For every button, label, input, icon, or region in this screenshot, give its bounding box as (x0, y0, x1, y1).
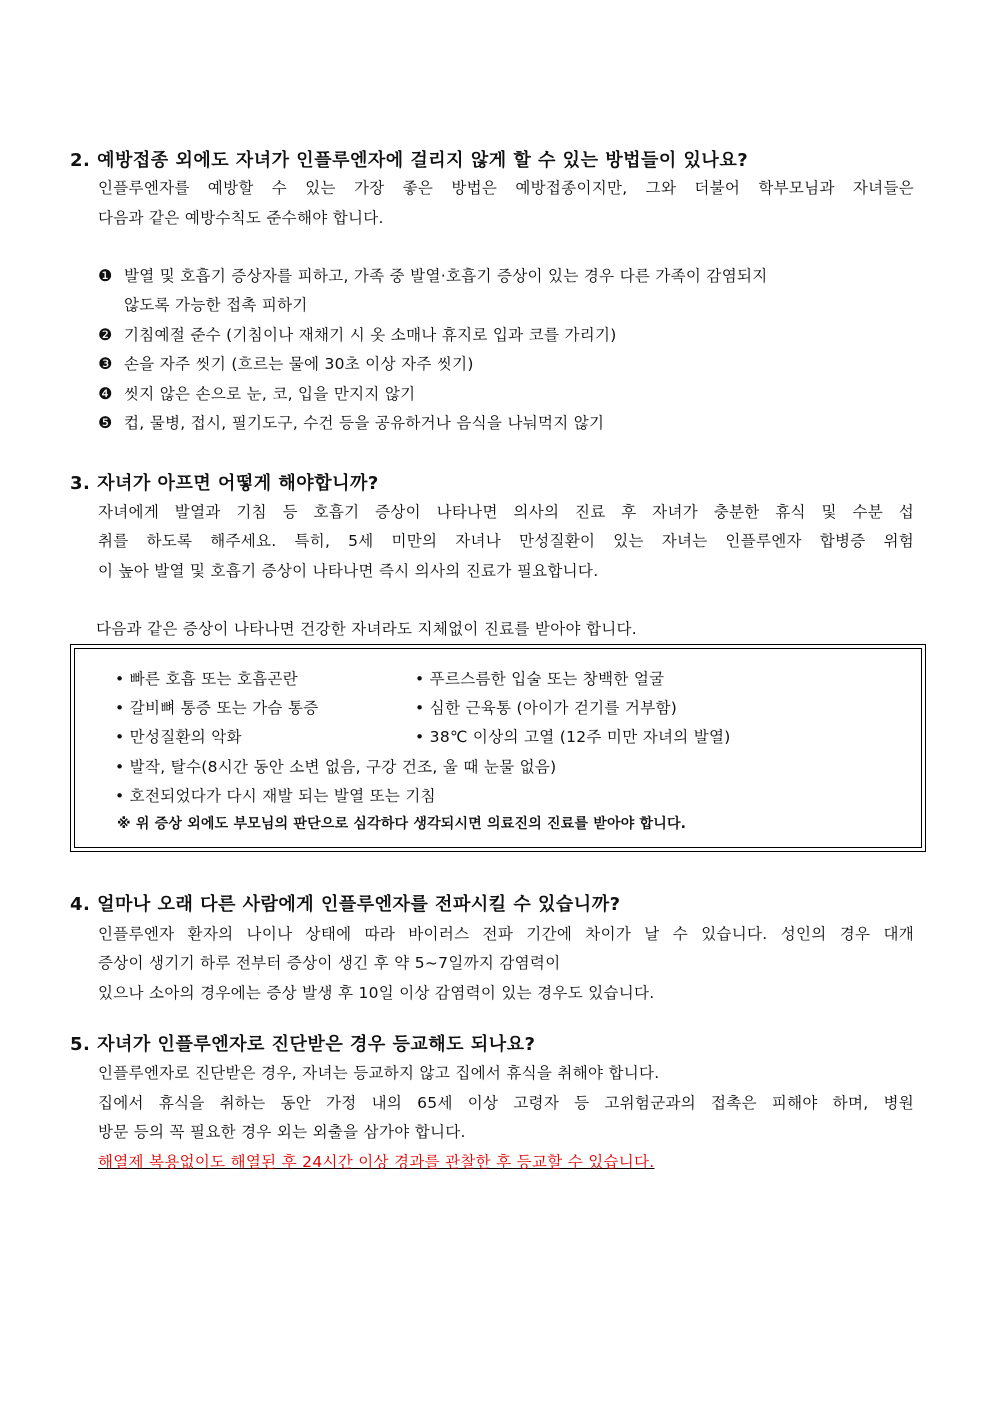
tip-marker: ❹ (98, 384, 113, 403)
symptom-item: • 푸르스름한 입술 또는 창백한 얼굴 (415, 670, 665, 688)
tip-5 (98, 411, 604, 433)
tip-1 (98, 264, 914, 286)
section-2-intro-line-1: 인플루엔자를 예방할 수 있는 가장 좋은 방법은 예방접종이지만, 그와 더불어 학부모님과 자녀들은 (98, 179, 914, 197)
section-5-line-3: 방문 등의 꼭 필요한 경우 외는 외출을 삼가야 합니다. (98, 1123, 466, 1141)
section-3-lead: 다음과 같은 증상이 나타나면 건강한 자녀라도 지체없이 진료를 받아야 합니다. (96, 620, 638, 638)
section-4-heading: 4. 얼마나 오래 다른 사람에게 인플루엔자를 전파시킬 수 있습니까? (70, 894, 621, 915)
tip-marker: ❷ (98, 325, 113, 344)
section-5-heading: 5. 자녀가 인플루엔자로 진단받은 경우 등교해도 되나요? (70, 1034, 536, 1055)
tip-text: 기침예절 준수 (기침이나 재채기 시 옷 소매나 휴지로 입과 코를 가리기) (124, 326, 617, 344)
tip-3 (98, 352, 474, 374)
section-3-heading: 3. 자녀가 아프면 어떻게 해야합니까? (70, 473, 379, 494)
symptom-item: • 만성질환의 악화 (115, 728, 242, 746)
tip-text: 씻지 않은 손으로 눈, 코, 입을 만지지 않기 (124, 385, 416, 403)
tip-marker: ❶ (98, 266, 113, 285)
tip-text: 컵, 물병, 접시, 필기도구, 수건 등을 공유하거나 음식을 나눠먹지 않기 (124, 414, 605, 432)
symptom-item: • 갈비뼈 통증 또는 가슴 통증 (115, 699, 319, 717)
symptom-item: • 심한 근육통 (아이가 걷기를 거부함) (415, 699, 678, 717)
symptom-note: ※ 위 증상 외에도 부모님의 판단으로 심각하다 생각되시면 의료진의 진료를 받아야 합니다. (117, 816, 687, 832)
tip-1-continued: 않도록 가능한 접촉 피하기 (124, 296, 308, 314)
symptom-box (74, 648, 922, 848)
tip-marker: ❺ (98, 413, 113, 432)
section-4-line-3: 있으나 소아의 경우에는 증상 발생 후 10일 이상 감염력이 있는 경우도 있습니다. (98, 984, 655, 1002)
section-2-intro-line-2: 다음과 같은 예방수칙도 준수해야 합니다. (98, 209, 384, 227)
tip-marker: ❸ (98, 354, 113, 373)
symptom-item: • 38℃ 이상의 고열 (12주 미만 자녀의 발열) (415, 728, 731, 746)
section-4-line-1: 인플루엔자 환자의 나이나 상태에 따라 바이러스 전파 기간에 차이가 날 수 있습니다. 성인의 경우 대개 (98, 925, 914, 943)
section-5-line-2: 집에서 휴식을 취하는 동안 가정 내의 65세 이상 고령자 등 고위험군과의 접촉은 피해야 하며, 병원 (98, 1094, 914, 1112)
section-5-line-1: 인플루엔자로 진단받은 경우, 자녀는 등교하지 않고 집에서 휴식을 취해야 합니다. (98, 1064, 660, 1082)
tip-2 (98, 323, 617, 345)
section-3-para-line-1: 자녀에게 발열과 기침 등 호흡기 증상이 나타나면 의사의 진료 후 자녀가 충분한 휴식 및 수분 섭 (98, 503, 914, 521)
section-5-highlight: 해열제 복용없이도 해열된 후 24시간 이상 경과를 관찰한 후 등교할 수 있습니다. (98, 1153, 655, 1171)
section-3-para-line-2: 취를 하도록 해주세요. 특히, 5세 미만의 자녀나 만성질환이 있는 자녀는 인플루엔자 합병증 위험 (98, 532, 914, 550)
symptom-item: • 빠른 호흡 또는 호흡곤란 (115, 670, 299, 688)
tip-text: 발열 및 호흡기 증상자를 피하고, 가족 중 발열·호흡기 증상이 있는 경우 다른 가족이 감염되지 (124, 267, 768, 285)
tip-4 (98, 382, 415, 404)
section-3-para-line-3: 이 높아 발열 및 호흡기 증상이 나타나면 즉시 의사의 진료가 필요합니다. (98, 562, 599, 580)
symptom-item: • 호전되었다가 다시 재발 되는 발열 또는 기침 (115, 787, 436, 805)
section-4-line-2: 증상이 생기기 하루 전부터 증상이 생긴 후 약 5~7일까지 감염력이 (98, 954, 561, 972)
symptom-item: • 발작, 탈수(8시간 동안 소변 없음, 구강 건조, 울 때 눈물 없음) (115, 758, 557, 776)
section-2-heading: 2. 예방접종 외에도 자녀가 인플루엔자에 걸리지 않게 할 수 있는 방법들이 있나요? (70, 150, 749, 171)
tip-text: 손을 자주 씻기 (흐르는 물에 30초 이상 자주 씻기) (124, 355, 474, 373)
